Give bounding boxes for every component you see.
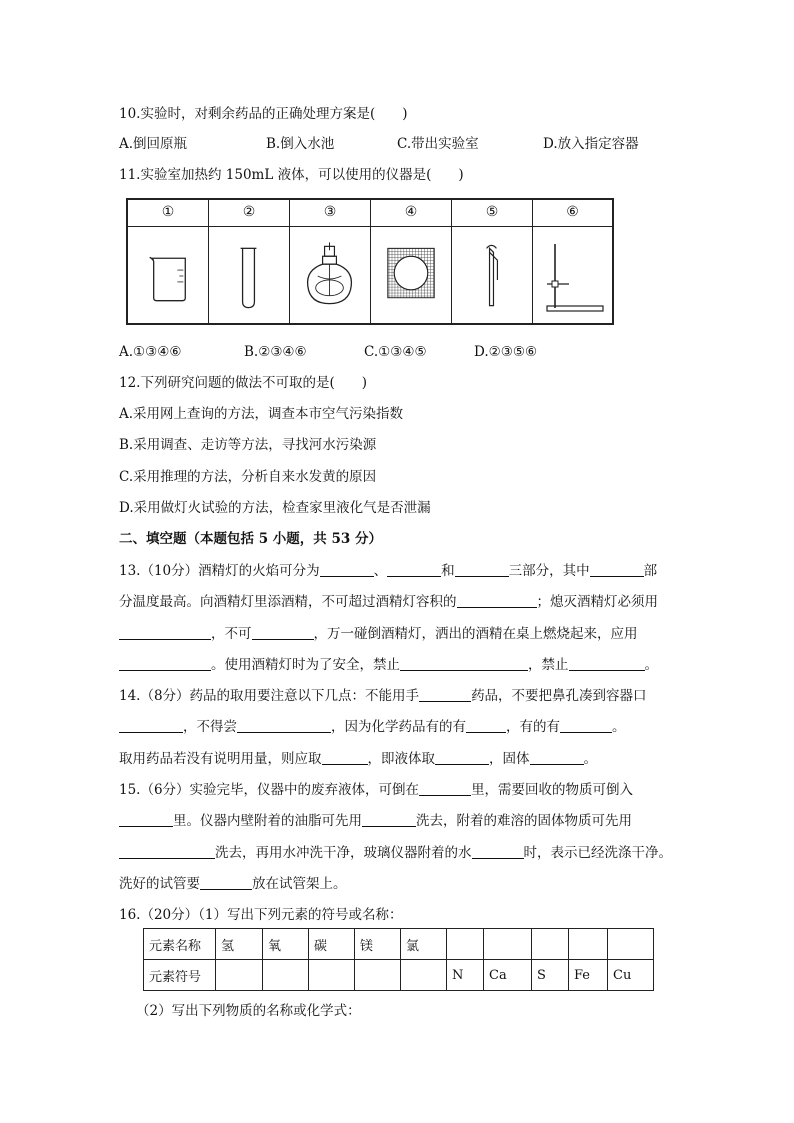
- test-tube-icon: [209, 230, 289, 320]
- q10-stem: 10.实验时，对剩余药品的正确处理方案是( ): [119, 106, 408, 122]
- element-name-cell: 氯: [401, 929, 447, 960]
- apparatus-number: ③: [323, 204, 337, 220]
- table-row: [144, 929, 654, 960]
- element-name-cell: [569, 929, 608, 960]
- apparatus-cell-2: [209, 200, 290, 323]
- q16-sub2: （2）写出下列物质的名称或化学式：: [136, 1003, 361, 1019]
- element-name-cell: 氧: [263, 929, 309, 960]
- apparatus-number: ②: [242, 204, 256, 220]
- iron-stand-icon: [533, 230, 612, 320]
- q13-line-3: ，不可 ，万一碰倒酒精灯，洒出的酒精在桌上燃烧起来，应用: [119, 625, 638, 643]
- q11-option-b: B.②③④⑥: [244, 344, 307, 360]
- q14-line-2: ，不得尝 ，因为化学药品有的有 ，有的有 。: [119, 718, 626, 736]
- element-table: [143, 928, 654, 991]
- alcohol-lamp-icon: [290, 230, 370, 320]
- apparatus-number: ①: [161, 204, 175, 220]
- q16-stem: 16.（20分）（1）写出下列元素的符号或名称：: [119, 907, 403, 923]
- q11-option-d: D.②③⑤⑥: [474, 344, 538, 360]
- q14-line-3: 取用药品若没有说明用量，则应取 ，即液体取 ，固体 。: [119, 751, 597, 767]
- q11-option-a: A.①③④⑥: [119, 344, 182, 360]
- element-name-cell: [484, 929, 532, 960]
- section-title: 二、填空题（本题包括 5 小题，共 53 分）: [119, 531, 382, 547]
- element-name-cell: [532, 929, 569, 960]
- element-name-cell: 镁: [355, 929, 401, 960]
- q11-stem: 11.实验室加热约 150mL 液体，可以使用的仪器是( ): [119, 167, 464, 183]
- q13-line-4: 。使用酒精灯时为了安全，禁止 ，禁止 。: [119, 656, 658, 674]
- row-header: 元素符号: [144, 960, 216, 991]
- apparatus-cell-5: [452, 200, 533, 323]
- apparatus-cell-4: [371, 200, 452, 323]
- q13-line-2: 分温度最高。向酒精灯里添酒精，不可超过酒精灯容积的 ；熄灭酒精灯必须用: [119, 594, 658, 610]
- q10-option-c: C.带出实验室: [397, 136, 479, 152]
- element-name-cell: 氢: [216, 929, 263, 960]
- beaker-icon: [128, 230, 208, 320]
- q10-option-b: B.倒入水池: [266, 136, 335, 152]
- apparatus-table: [126, 198, 614, 325]
- element-name-cell: 碳: [309, 929, 355, 960]
- q10-option-d: D.放入指定容器: [543, 136, 639, 152]
- q14-line-1: 14.（8分）药品的取用要注意以下几点：不能用手 药品，不要把鼻孔凑到容器口: [119, 688, 647, 704]
- element-symbol-cell: Ca: [484, 960, 532, 991]
- q12-option-b: B.采用调查、走访等方法，寻找河水污染源: [119, 437, 377, 453]
- q15-line-2: 里。仪器内壁附着的油脂可先用 洗去，附着的难溶的固体物质可先用: [119, 812, 632, 830]
- element-name-cell: [447, 929, 484, 960]
- apparatus-number: ⑥: [566, 204, 579, 220]
- element-symbol-cell: [309, 960, 355, 991]
- element-symbol-cell: [355, 960, 401, 991]
- test-tube-holder-icon: [452, 230, 532, 320]
- row-header: 元素名称: [144, 929, 216, 960]
- q13-line-1: 13.（10分）酒精灯的火焰可分为 、 和 三部分，其中 部: [119, 563, 658, 579]
- element-symbol-cell: [263, 960, 309, 991]
- q15-line-3: 洗去，再用水冲洗干净，玻璃仪器附着的水 时，表示已经洗涤干净。: [119, 844, 672, 862]
- apparatus-cell-6: [533, 200, 612, 323]
- element-symbol-cell: Fe: [569, 960, 608, 991]
- table-row: [144, 960, 654, 991]
- element-name-cell: [608, 929, 654, 960]
- q12-option-a: A.采用网上查询的方法，调查本市空气污染指数: [119, 406, 404, 422]
- q15-line-1: 15.（6分）实验完毕，仪器中的废弃液体，可倒在 里，需要回收的物质可倒入: [119, 782, 634, 798]
- q12-stem: 12.下列研究问题的做法不可取的是( ): [119, 375, 368, 391]
- apparatus-number: ④: [404, 204, 418, 220]
- element-symbol-cell: [401, 960, 447, 991]
- element-symbol-cell: Cu: [608, 960, 654, 991]
- q12-option-d: D.采用做灯火试验的方法，检查家里液化气是否泄漏: [119, 500, 431, 516]
- q10-option-a: A.倒回原瓶: [119, 136, 188, 152]
- apparatus-number: ⑤: [485, 204, 499, 220]
- asbestos-gauze-icon: [371, 230, 451, 320]
- element-symbol-cell: N: [447, 960, 484, 991]
- q15-line-4: 洗好的试管要 放在试管架上。: [119, 876, 347, 892]
- element-symbol-cell: S: [532, 960, 569, 991]
- q11-option-c: C.①③④⑤: [364, 344, 427, 360]
- apparatus-cell-3: [290, 200, 371, 323]
- q12-option-c: C.采用推理的方法，分析自来水发黄的原因: [119, 469, 377, 485]
- apparatus-cell-1: [128, 200, 209, 323]
- element-symbol-cell: [216, 960, 263, 991]
